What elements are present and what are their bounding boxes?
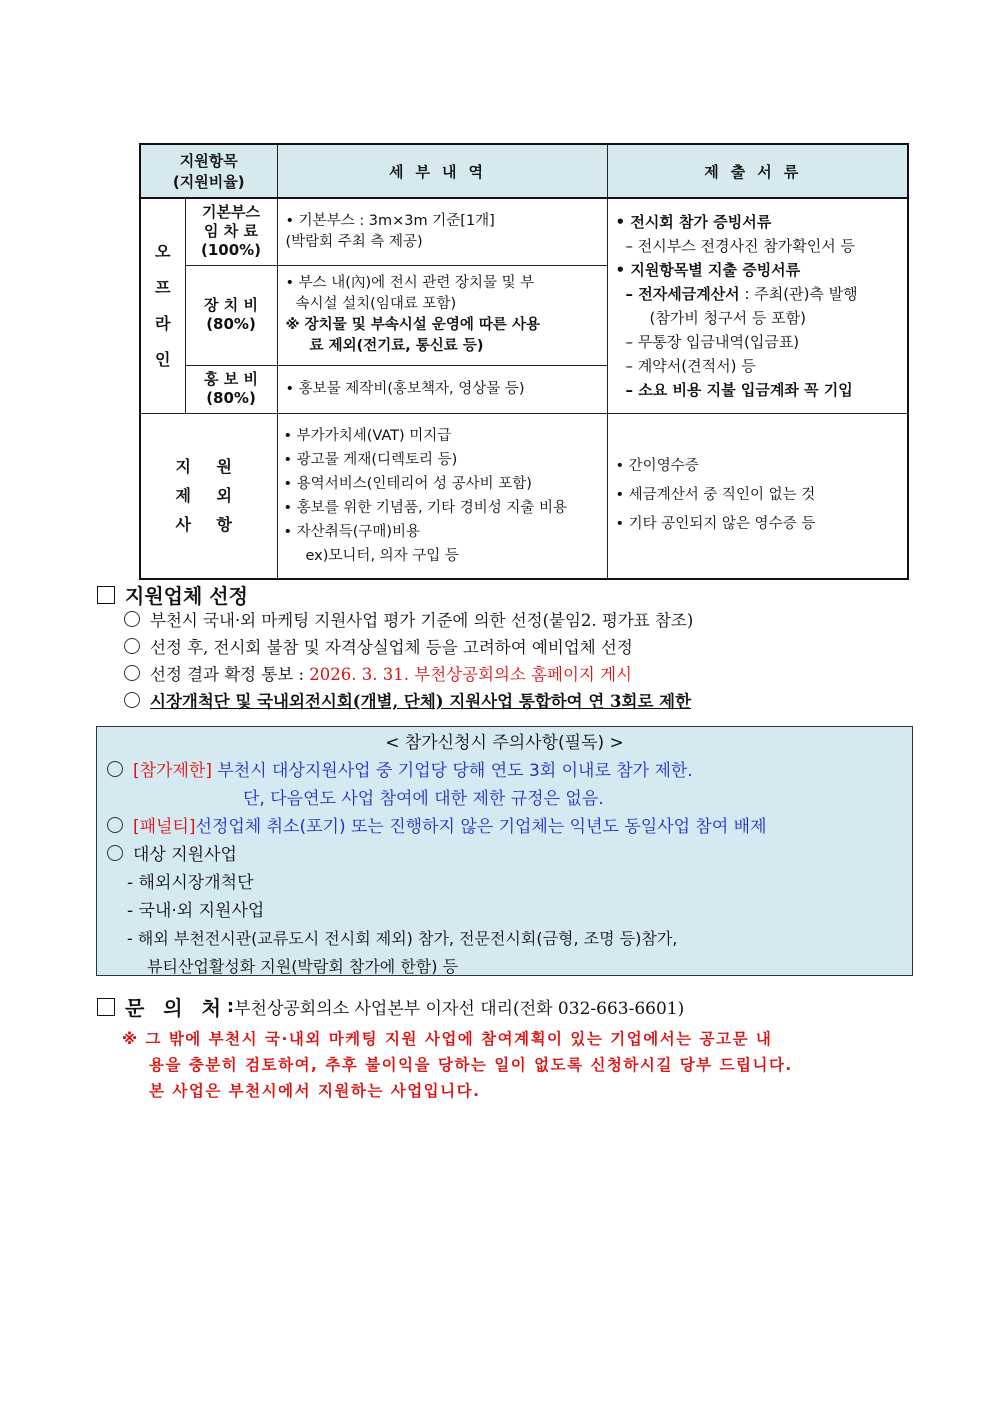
exclusion-detail-line: • 부가가치세(VAT) 미지급 <box>283 427 452 444</box>
docs-line: – 소요 비용 지불 입금계좌 꼭 기입 <box>625 380 853 399</box>
selection-section-title <box>97 580 248 609</box>
exclusion-doc-line: • 간이영수증 <box>615 458 699 474</box>
target-item: - 해외 부천전시관(교류도시 전시회 제외) 참가, 전문전시회(금형, 조명 등)참가, <box>127 929 678 948</box>
exclusion-detail-line: • 광고물 게재(디렉토리 등) <box>283 451 458 468</box>
target-title: 대상 지원사업 <box>133 845 237 865</box>
exclusion-category <box>140 413 277 579</box>
selection-item-text: 부천시 국내·외 마케팅 지원사업 평가 기준에 의한 선정(붙임2. 평가표 참조) <box>150 611 694 630</box>
checkbox-square-icon <box>97 586 115 604</box>
target-item: - 국내·외 지원사업 <box>127 901 265 921</box>
detail-line: ※ 장치물 및 부속시설 운영에 따른 사용 <box>285 317 541 333</box>
header-detail-label: 세부내역 <box>389 162 495 181</box>
selection-list <box>124 607 693 715</box>
penalty-tag: [패널티] <box>133 817 196 837</box>
notice-limit-row <box>97 757 912 785</box>
notice-title: < 참가신청시 주의사항(필독) > <box>385 733 624 753</box>
detail-line: (박람회 주최 측 제공) <box>285 233 423 250</box>
checkbox-square-icon <box>97 998 115 1016</box>
exclusion-detail-line: ex)모니터, 의자 구입 등 <box>305 547 459 564</box>
notice-penalty-row <box>97 813 912 841</box>
penalty-text: 선정업체 취소(포기) 또는 진행하지 않은 기업체는 익년도 동일사업 참여 배제 <box>195 817 767 837</box>
warning-line: ※ 그 밖에 부천시 국·내외 마케팅 지원 사업에 참여계획이 있는 기업에서는 공고문 내 <box>122 1030 773 1048</box>
selection-item <box>124 634 693 661</box>
table-header-row <box>140 144 908 198</box>
application-notice-box <box>96 726 913 976</box>
circle-bullet-icon <box>124 692 140 708</box>
docs-line: – 계약서(견적서) 등 <box>625 356 756 375</box>
header-item-line2: (지원비율) <box>172 173 245 191</box>
warning-note <box>122 1026 932 1104</box>
category-char: 인 <box>155 349 171 369</box>
selection-limit-text: 시장개척단 및 국내외전시회(개별, 단체) 지원사업 통합하여 연 3회로 제한 <box>150 692 692 711</box>
detail-line: • 홍보물 제작비(홍보책자, 영상물 등) <box>285 380 525 397</box>
item-rate: (100%) <box>200 241 262 260</box>
docs-line: – 무통장 입금내역(입금표) <box>625 332 800 351</box>
support-items-table <box>139 143 909 580</box>
selection-title-text: 지원업체 선정 <box>125 584 248 608</box>
required-docs <box>607 198 908 413</box>
circle-bullet-icon <box>107 845 123 861</box>
header-detail <box>277 144 607 198</box>
warning-line: 본 사업은 부천시에서 지원하는 사업입니다. <box>149 1082 481 1100</box>
target-item: - 해외시장개척단 <box>127 873 254 893</box>
exclusion-detail-line: • 용역서비스(인테리어 성 공사비 포함) <box>283 475 532 492</box>
detail-installation <box>277 265 607 365</box>
detail-promotion <box>277 365 607 413</box>
selection-item <box>124 688 693 715</box>
header-item-line1: 지원항목 <box>179 152 238 170</box>
exclusion-label: 지 원 <box>175 457 242 476</box>
limit-text-2: 단, 다음연도 사업 참여에 대한 제한 규정은 없음. <box>243 789 604 809</box>
contact-text: 부천상공회의소 사업본부 이자선 대리(전화 032-663-6601) <box>234 999 685 1019</box>
selection-item-text: 선정 결과 확정 통보 : <box>150 665 310 684</box>
notice-target-row <box>97 841 912 869</box>
category-char: 오 <box>155 241 171 261</box>
circle-bullet-icon <box>107 817 123 833</box>
exclusion-label: 사 항 <box>175 515 242 534</box>
category-char: 라 <box>155 313 171 333</box>
circle-bullet-icon <box>124 665 140 681</box>
contact-colon: : <box>226 996 235 1017</box>
exclusion-docs <box>607 413 908 579</box>
exclusion-doc-line: • 기타 공인되지 않은 영수증 등 <box>615 516 816 532</box>
detail-line: 료 제외(전기료, 통신료 등) <box>309 338 484 354</box>
docs-line: – 전자세금계산서 <box>625 284 740 303</box>
item-label: 기본부스 <box>202 203 260 222</box>
exclusion-detail-line: • 홍보를 위한 기념품, 기타 경비성 지출 비용 <box>283 499 568 516</box>
item-rate: (80%) <box>206 389 256 407</box>
circle-bullet-icon <box>124 611 140 627</box>
header-docs <box>607 144 908 198</box>
contact-section <box>97 992 684 1021</box>
circle-bullet-icon <box>124 638 140 654</box>
warning-line: 용을 충분히 검토하여, 추후 불이익을 당하는 일이 없도록 신청하시길 당부 드립니다. <box>149 1056 793 1074</box>
docs-line: : 주최(관)측 발행 <box>739 284 858 303</box>
exclusion-doc-line: • 세금계산서 중 직인이 없는 것 <box>615 487 816 503</box>
detail-basic-booth <box>277 198 607 265</box>
item-label: 홍 보 비 <box>204 370 258 388</box>
contact-label: 문 의 처 <box>125 996 227 1020</box>
docs-line: • 전시회 참가 증빙서류 <box>615 212 772 231</box>
table-row-exclusion <box>140 413 908 579</box>
selection-item <box>124 661 693 688</box>
header-support-item <box>140 144 277 198</box>
table-row <box>140 198 908 265</box>
limit-tag: [참가제한] <box>133 761 212 781</box>
exclusion-label: 제 외 <box>175 486 242 505</box>
exclusion-details <box>277 413 607 579</box>
item-label: 임 차 료 <box>204 222 258 241</box>
notice-date-text: 2026. 3. 31. 부천상공회의소 홈페이지 게시 <box>309 665 632 684</box>
target-item: 뷰티산업활성화 지원(박람회 참가에 한함) 등 <box>147 957 459 976</box>
offline-category <box>140 198 185 413</box>
header-docs-label: 제출서류 <box>704 162 811 181</box>
detail-line: 속시설 설치(임대료 포함) <box>295 296 457 312</box>
selection-item-text: 선정 후, 전시회 불참 및 자격상실업체 등을 고려하여 예비업체 선정 <box>150 638 633 657</box>
selection-item <box>124 607 693 634</box>
detail-line: • 부스 내(內)에 전시 관련 장치물 및 부 <box>285 275 535 291</box>
item-installation <box>185 265 277 365</box>
docs-line: (참가비 청구서 등 포함) <box>649 308 806 327</box>
docs-line: • 지원항목별 지출 증빙서류 <box>615 260 801 279</box>
item-rate: (80%) <box>206 315 256 333</box>
circle-bullet-icon <box>107 761 123 777</box>
item-label: 장 치 비 <box>204 296 258 314</box>
category-char: 프 <box>155 277 171 297</box>
item-basic-booth <box>185 198 277 265</box>
detail-line: • 기본부스 : 3m×3m 기준[1개] <box>285 212 495 229</box>
exclusion-detail-line: • 자산취득(구매)비용 <box>283 523 421 540</box>
item-promotion <box>185 365 277 413</box>
limit-text: 부천시 대상지원사업 중 기업당 당해 연도 3회 이내로 참가 제한. <box>211 761 693 781</box>
docs-line: – 전시부스 전경사진 참가확인서 등 <box>625 236 855 255</box>
